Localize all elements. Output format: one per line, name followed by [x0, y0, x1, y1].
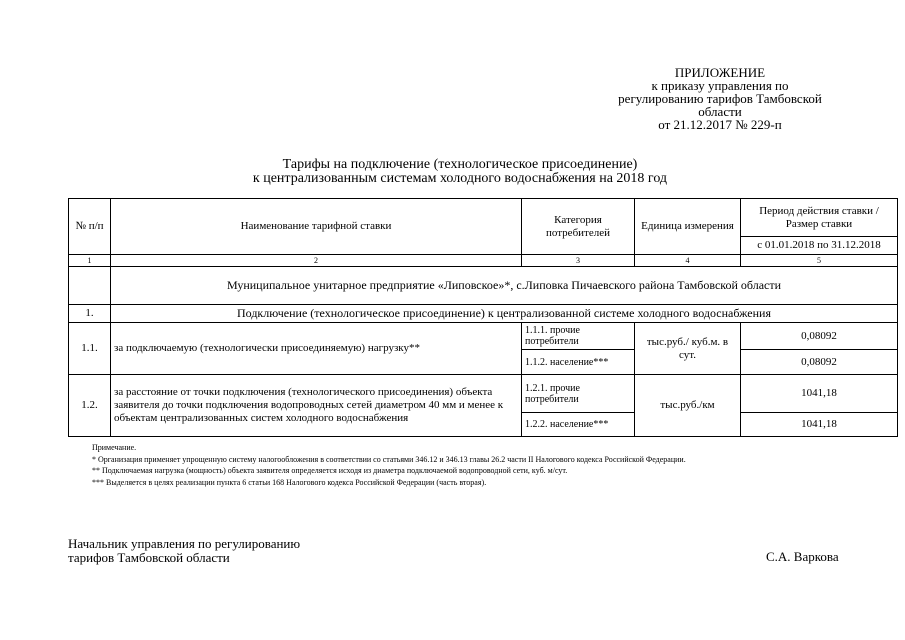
row-category: 1.1.1. прочие потребители [522, 323, 635, 350]
organization-row [69, 267, 898, 305]
row-name: за расстояние от точки подключения (технологического присоединения) объекта заявителя до точки подключения водопроводных сетей диаметром 40 мм и менее к объектам централизованных систем холодного водоснабжения [111, 375, 522, 437]
appendix-header [590, 66, 850, 131]
document-title-line: Тарифы на подключение (технологическое присоединение) [282, 157, 638, 172]
column-number: 4 [635, 255, 741, 267]
footnote: *** Выделяется в целях реализации пункта 6 статьи 168 Налогового кодекса Российской Федерации (часть вторая). [92, 477, 487, 487]
appendix-title: ПРИЛОЖЕНИЕ [674, 65, 766, 80]
row-category: 1.2.2. население*** [522, 413, 635, 437]
header-period: Период действия ставки /Размер ставки [741, 199, 898, 237]
row-value: 0,08092 [741, 350, 898, 375]
footnote: * Организация применяет упрощенную систему налогообложения в соответствии со статьями 346.12 и 346.13 главы 26.2 части II Налогового кодекса Российской Федерации. [92, 454, 686, 464]
notes-section [68, 442, 858, 488]
row-value: 0,08092 [741, 323, 898, 350]
organization-name: Муниципальное унитарное предприятие «Липовское»*, с.Липовка Пичаевского района Тамбовской области [111, 267, 898, 305]
appendix-line: области [698, 104, 742, 119]
signature-position [68, 537, 300, 565]
tariff-table [68, 198, 898, 437]
row-value: 1041,18 [741, 413, 898, 437]
appendix-line: регулированию тарифов Тамбовской [618, 91, 822, 106]
row-category: 1.2.1. прочие потребители [522, 375, 635, 413]
column-number: 2 [111, 255, 522, 267]
signature-position-line: тарифов Тамбовской области [68, 550, 230, 565]
table-row [69, 323, 898, 350]
column-number: 1 [69, 255, 111, 267]
row-unit: тыс.руб./км [635, 375, 741, 437]
row-value: 1041,18 [741, 375, 898, 413]
header-category: Категория потребителей [522, 199, 635, 255]
appendix-line: к приказу управления по [651, 78, 789, 93]
column-number: 5 [741, 255, 898, 267]
table-header-row [69, 199, 898, 237]
row-name: за подключаемую (технологически присоединяемую) нагрузку** [111, 323, 522, 375]
document-title [130, 158, 790, 186]
header-period-range: с 01.01.2018 по 31.12.2018 [741, 237, 898, 255]
footnote: ** Подключаемая нагрузка (мощность) объекта заявителя определяется исходя из диаметра подключаемой водопроводной сети, куб. м/сут. [92, 466, 568, 475]
row-category: 1.1.2. население*** [522, 350, 635, 375]
column-number: 3 [522, 255, 635, 267]
section-num: 1. [69, 305, 111, 323]
signature-name: С.А. Варкова [766, 549, 839, 564]
header-num: № п/п [69, 199, 111, 255]
row-unit: тыс.руб./ куб.м. в сут. [635, 323, 741, 375]
document-title-line: к централизованным системам холодного водоснабжения на 2018 год [252, 171, 668, 186]
table-row [69, 375, 898, 413]
header-unit: Единица измерения [635, 199, 741, 255]
section-row [69, 305, 898, 323]
signature-position-line: Начальник управления по регулированию [68, 536, 301, 551]
header-name: Наименование тарифной ставки [111, 199, 522, 255]
column-numbers-row [69, 255, 898, 267]
row-num: 1.2. [69, 375, 111, 437]
notes-heading: Примечание. [92, 443, 137, 452]
appendix-date: от 21.12.2017 № 229-п [658, 117, 782, 132]
section-title: Подключение (технологическое присоединение) к централизованной системе холодного водоснабжения [111, 305, 898, 323]
row-num: 1.1. [69, 323, 111, 375]
